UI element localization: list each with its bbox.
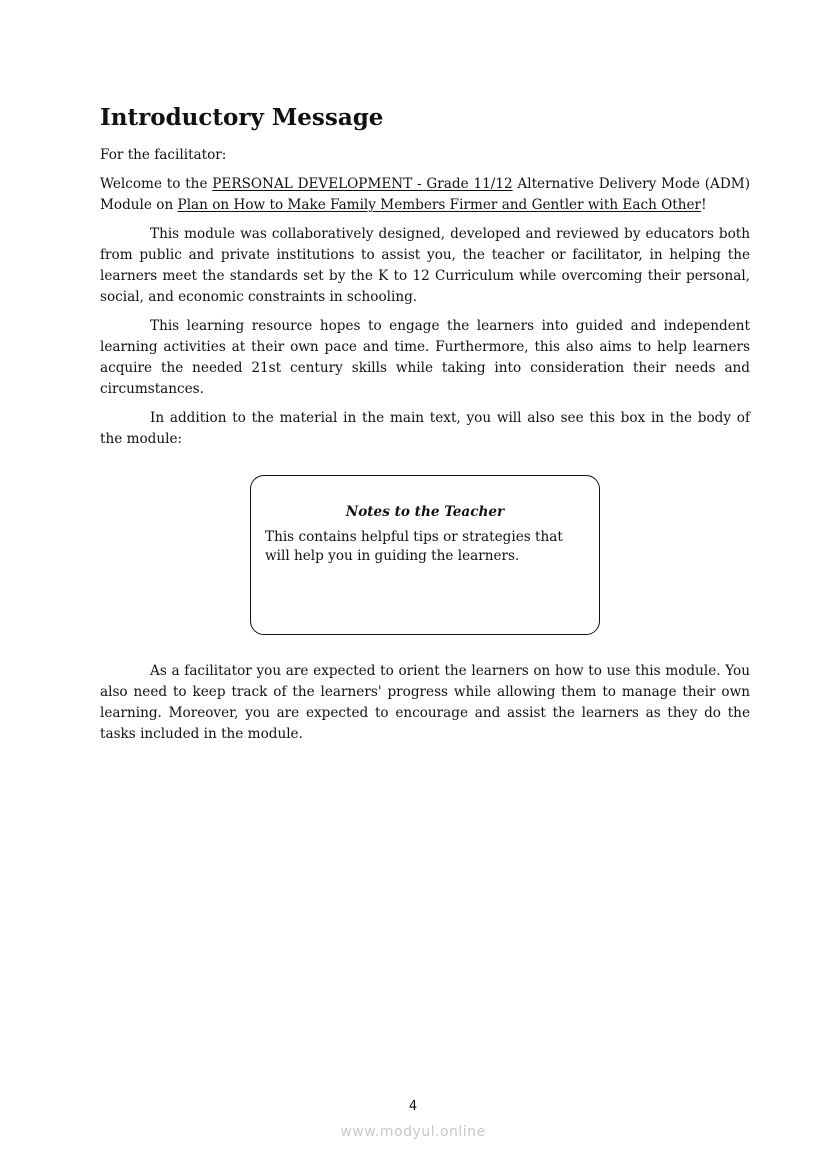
- notes-box-title: Notes to the Teacher: [345, 504, 505, 520]
- welcome-pre: Welcome to the: [100, 176, 213, 192]
- body-paragraph: In addition to the material in the main text, you will also see this box in the body of the module:: [100, 410, 750, 447]
- notes-to-teacher-box: [250, 475, 600, 635]
- body-paragraph: This learning resource hopes to engage the learners into guided and independent learning activities at their own pace and time. Furthermore, this also aims to help learners acquire the needed 21st century skills while taking into consideration their needs and circumstances.: [100, 318, 750, 397]
- module-topic: Plan on How to Make Family Members Firmer and Gentler with Each Other: [177, 197, 702, 213]
- page-number: 4: [408, 1099, 418, 1114]
- body-paragraph: This module was collaboratively designed, developed and reviewed by educators both from public and private institutions to assist you, the teacher or facilitator, in helping the learners meet the standards set by the K to 12 Curriculum while overcoming their personal, social, and economic constraints in schooling.: [100, 226, 750, 305]
- notes-box-text: This contains helpful tips or strategies that will help you in guiding the learners.: [265, 529, 563, 564]
- welcome-mid: Alternative Delivery Mode (ADM) Module on: [100, 176, 750, 213]
- closing-paragraph: As a facilitator you are expected to orient the learners on how to use this module. You also need to keep track of the learners' progress while allowing them to manage their own learning. Moreover, you are expected to encourage and assist the learners as they do the tasks included in the module.: [100, 663, 750, 742]
- welcome-end: !: [701, 197, 707, 213]
- page-content: [100, 103, 750, 753]
- watermark: www.modyul.online: [340, 1124, 486, 1140]
- salutation: For the facilitator:: [100, 147, 227, 163]
- page-title: Introductory Message: [100, 104, 384, 131]
- welcome-paragraph: [100, 174, 750, 216]
- subject-title: PERSONAL DEVELOPMENT - Grade 11/12: [212, 176, 513, 192]
